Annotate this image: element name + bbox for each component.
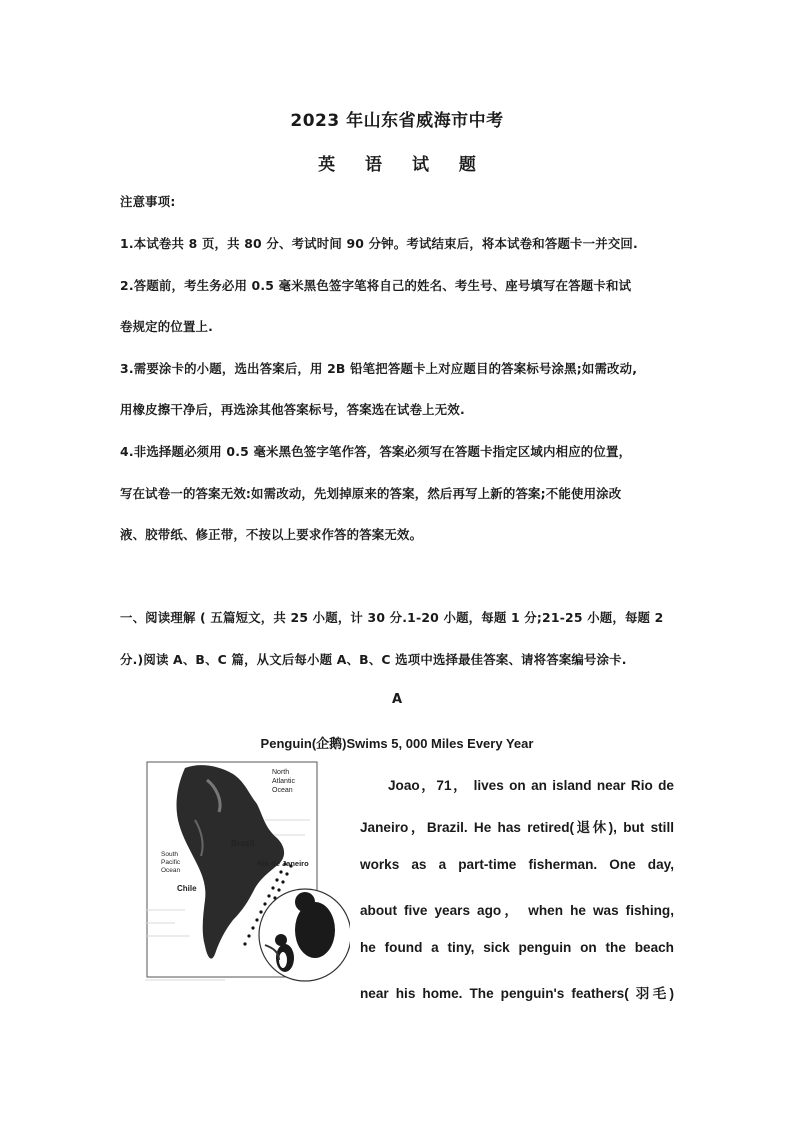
section-instruction: 分.)阅读 A、B、C 篇，从文后每小题 A、B、C 选项中选择最佳答案、请将答案编号涂卡. — [120, 652, 627, 667]
map-label-ocean-atlantic: Ocean — [272, 787, 293, 794]
map-label-rio: Rio de Janeiro — [257, 859, 309, 868]
passage-line: works as a part-time fisherman. One day, — [360, 857, 674, 872]
notice-line: 3.需要涂卡的小题，选出答案后，用 2B 铅笔把答题卡上对应题目的答案标号涂黑;如需改动, — [120, 361, 638, 376]
map-label-south: South — [161, 851, 178, 858]
notice-line: 写在试卷一的答案无效:如需改动，先划掉原来的答案，然后再写上新的答案;不能使用涂改 — [120, 486, 622, 501]
map-label-north: North — [272, 769, 290, 776]
map-label-ocean-pacific: Ocean — [161, 867, 181, 874]
passage-line: near his home. The penguin's feathers( 羽毛) — [360, 986, 674, 1001]
passage-line: about five years ago， when he was fishing, — [360, 903, 674, 918]
exam-subtitle: 英 语 试 题 — [318, 155, 488, 175]
map-label-pacific: Pacific — [161, 859, 181, 866]
notice-line: 用橡皮擦干净后，再选涂其他答案标号，答案选在试卷上无效. — [120, 402, 465, 417]
map-label-chile: Chile — [177, 884, 197, 893]
notice-line: 1.本试卷共 8 页，共 80 分、考试时间 90 分钟。考试结束后，将本试卷和答题卡一并交回. — [120, 236, 638, 251]
passage-line: Janeiro，Brazil. He has retired(退休), but still — [360, 820, 674, 835]
section-instruction: 一、阅读理解 ( 五篇短文，共 25 小题，计 30 分.1-20 小题，每题 1 分;21-25 小题，每题 2 — [120, 610, 664, 625]
notice-line: 液、胶带纸、修正带，不按以上要求作答的答案无效。 — [120, 527, 423, 542]
notice-line: 2.答题前，考生务必用 0.5 毫米黑色签字笔将自己的姓名、考生号、座号填写在答题卡和试 — [120, 278, 632, 293]
notice-line: 4.非选择题必须用 0.5 毫米黑色签字笔作答，答案必须写在答题卡指定区域内相应的位置， — [120, 444, 632, 459]
map-label-atlantic: Atlantic — [272, 778, 295, 785]
passage-line: Joao，71， lives on an island near Rio de — [388, 778, 674, 793]
exam-title: 2023 年山东省威海市中考 — [290, 111, 504, 131]
part-label: A — [391, 692, 403, 707]
notice-heading: 注意事项: — [120, 194, 176, 209]
passage-title: Penguin(企鹅)Swims 5, 000 Miles Every Year — [260, 736, 534, 751]
passage-line: he found a tiny, sick penguin on the beach — [360, 940, 674, 955]
notice-line: 卷规定的位置上. — [120, 319, 214, 334]
map-illustration — [145, 760, 350, 985]
map-label-brazil: Brazil — [231, 838, 255, 848]
